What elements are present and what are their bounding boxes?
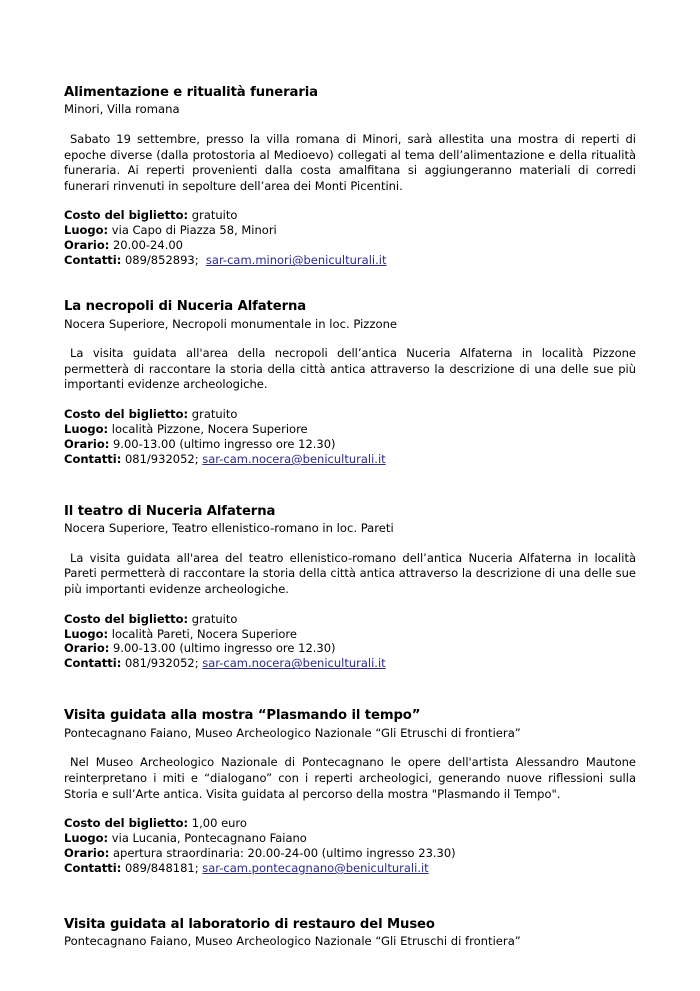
detail-row-hours [64,641,636,656]
detail-label-hours: Orario: [64,641,110,656]
event-description: Sabato 19 settembre, presso la villa romana di Minori, sarà allestita una mostra di reperti di epoche diverse (dalla protostoria al Medioevo) collegati al tema dell’alimentazione e della ritualità funeraria. Ai reperti provenienti dalla costa amalfitana si aggiungeranno materiali di corredi funerari rinvenuti in sepolture dell’area dei Monti Picentini. [64,131,636,193]
detail-label-contacts: Contatti: [64,656,122,671]
email-link[interactable]: sar-cam.nocera@beniculturali.it [202,656,386,671]
detail-value-cost: gratuito [188,208,238,223]
detail-row-cost [64,208,636,223]
event-entry [64,84,636,268]
detail-value-phone: 081/932052; [121,656,203,671]
detail-row-place [64,223,636,238]
detail-row-hours [64,238,636,253]
event-title: Visita guidata al laboratorio di restauro del Museo [64,916,435,932]
detail-value-hours: 9.00-13.00 (ultimo ingresso ore 12.30) [109,641,336,656]
event-title: Alimentazione e ritualità funeraria [64,85,318,100]
detail-value-cost: 1,00 euro [188,816,247,831]
detail-row-cost [64,407,636,422]
detail-value-cost: gratuito [188,611,238,626]
event-venue: Minori, Villa romana [64,102,180,117]
event-venue: Pontecagnano Faiano, Museo Archeologico Nazionale “Gli Etruschi di frontiera” [64,725,521,740]
detail-row-cost [64,612,636,627]
detail-row-place [64,831,636,846]
detail-label-contacts: Contatti: [64,861,122,875]
detail-row-cost [64,816,636,831]
event-entry [64,298,636,467]
detail-value-phone: 089/848181; [121,861,203,875]
detail-value-place: via Capo di Piazza 58, Minori [108,223,277,238]
detail-value-hours: 20.00-24.00 [109,238,183,253]
event-description: La visita guidata all'area del teatro ellenistico-romano dell’antica Nuceria Alfaterna in località Pareti permetterà di raccontare la storia della città antica attraverso la descrizione di una delle sue più importanti evidenze archeologiche. [64,550,636,596]
event-details [64,208,636,268]
detail-row-contacts [64,656,636,671]
detail-row-contacts [64,452,636,467]
detail-row-hours [64,846,636,861]
event-details [64,407,636,467]
detail-label-hours: Orario: [64,846,110,861]
event-description: La visita guidata all'area della necropoli dell’antica Nuceria Alfaterna in località Pizzone permetterà di raccontare la storia della città antica attraverso la descrizione di una delle sue più importanti evidenze archeologiche. [64,346,636,392]
detail-row-hours [64,437,636,452]
email-link[interactable]: sar-cam.pontecagnano@beniculturali.it [202,861,429,875]
detail-row-contacts [64,253,636,268]
detail-label-cost: Costo del biglietto: [64,816,189,831]
detail-label-contacts: Contatti: [64,253,122,268]
detail-row-place [64,422,636,437]
detail-value-place: località Pizzone, Nocera Superiore [108,421,308,436]
event-details [64,816,636,876]
event-entry [64,503,636,672]
detail-label-contacts: Contatti: [64,451,122,466]
detail-value-hours: apertura straordinaria: 20.00-24-00 (ultimo ingresso 23.30) [109,846,456,861]
detail-label-cost: Costo del biglietto: [64,407,189,422]
detail-label-hours: Orario: [64,436,110,451]
detail-value-place: località Pareti, Nocera Superiore [108,626,297,641]
detail-value-hours: 9.00-13.00 (ultimo ingresso ore 12.30) [109,436,336,451]
detail-label-place: Luogo: [64,626,109,641]
detail-value-phone: 081/932052; [121,451,203,466]
detail-label-cost: Costo del biglietto: [64,611,189,626]
event-venue: Nocera Superiore, Necropoli monumentale in loc. Pizzone [64,316,398,331]
detail-value-cost: gratuito [188,407,238,422]
event-venue: Pontecagnano Faiano, Museo Archeologico Nazionale “Gli Etruschi di frontiera” [64,934,521,949]
document-content [64,84,636,950]
event-title: Visita guidata alla mostra “Plasmando il tempo” [64,708,421,724]
event-entry [64,707,636,876]
detail-label-place: Luogo: [64,223,109,238]
event-details [64,612,636,672]
detail-label-cost: Costo del biglietto: [64,208,189,223]
event-description: Nel Museo Archeologico Nazionale di Pontecagnano le opere dell'artista Alessandro Mautone reinterpretano i miti e “dialogano” con i reperti archeologici, generando nuove riflessioni sulla Storia e sull’Arte antica. Visita guidata al percorso della mostra "Plasmando il Tempo". [64,755,636,801]
email-link[interactable]: sar-cam.minori@beniculturali.it [205,253,387,268]
detail-label-place: Luogo: [64,831,109,846]
event-venue: Nocera Superiore, Teatro ellenistico-romano in loc. Pareti [64,521,394,536]
detail-label-hours: Orario: [64,238,110,253]
event-entry [64,916,636,950]
event-title: La necropoli di Nuceria Alfaterna [64,299,307,315]
detail-label-place: Luogo: [64,421,109,436]
event-title: Il teatro di Nuceria Alfaterna [64,503,276,519]
email-link[interactable]: sar-cam.nocera@beniculturali.it [202,451,386,466]
detail-row-place [64,627,636,642]
detail-row-contacts [64,861,636,876]
detail-value-phone: 089/852893; [121,253,206,268]
detail-value-place: via Lucania, Pontecagnano Faiano [108,831,307,846]
